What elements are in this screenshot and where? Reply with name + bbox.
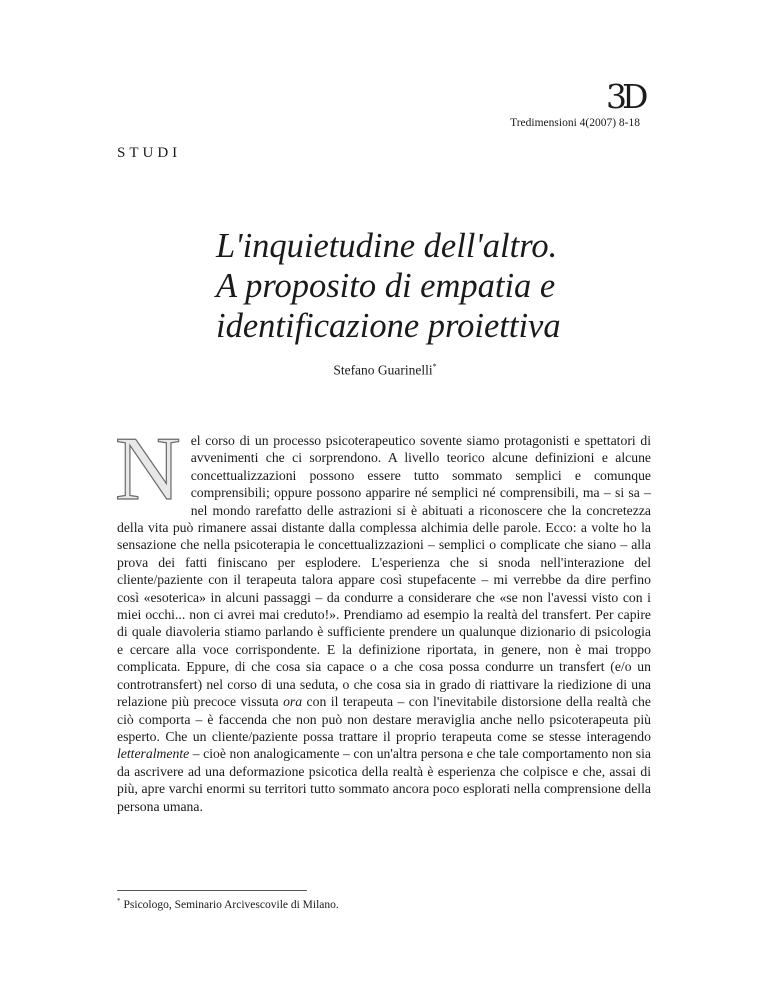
section-label: STUDI <box>117 145 182 161</box>
title-line: identificazione proiettiva <box>216 307 561 345</box>
body-text-segment: con il terapeuta – con l'inevitabile distorsione della realtà che ciò comporta – è faccenda che non può non destare meraviglia anche nello psicoterapeuta più esperto. Che un cliente/paziente possa trattare il proprio terapeuta come se stesse interagendo <box>117 694 651 744</box>
footnote-divider <box>117 890 307 891</box>
footnote-text: Psicologo, Seminario Arcivescovile di Milano. <box>123 898 339 911</box>
journal-reference: Tredimensioni 4(2007) 8-18 <box>510 117 640 129</box>
author-footnote-mark: * <box>432 362 437 371</box>
body-emphasis: letteralmente <box>117 746 190 762</box>
title-line: L'inquietudine dell'altro. <box>216 227 558 265</box>
body-paragraph <box>115 418 651 815</box>
drop-cap: N <box>115 418 181 519</box>
journal-logo: 3D <box>606 77 644 116</box>
article-title <box>216 226 656 346</box>
footnote-mark: * <box>117 897 121 905</box>
footnote <box>117 897 339 913</box>
title-line: A proposito di empatia e <box>216 267 556 305</box>
author-byline <box>200 362 570 379</box>
body-text-segment: el corso di un processo psicoterapeutico sovente siamo protagonisti e spettatori di avvenimenti che ci sorprendono. A livello teorico alcune definizioni e alcune concettualizzazioni possono essere tutto sommato semplici e comunque comprensibili; oppure possono apparire né semplici né comprensibili, ma – si sa – nel mondo rarefatto delle astrazioni si è abituati a riconoscere che la concretezza della vita può rimanere assai distante dalla complessa alchimia delle parole. Ecco: a volte ho la sensazione che nella psicoterapia le concettualizzazioni – semplici o complicate che siano – alla prova dei fatti finiscano per esplodere. L'esperienza che si snoda nell'interazione del cliente/paziente con il terapeuta talora appare così stupefacente – mi verrebbe da dire perfino così «esoterica» in alcuni passaggi – da condurre a considerare che «se non l'avessi visto con i miei occhi... non ci avrei mai creduto!». Prendiamo ad esempio la realtà del transfert. Per capire di quale diavoleria stiamo parlando è sufficiente prendere un qualunque dizionario di psicologia e cercare alla voce corrispondente. E la definizione riportata, in genere, non è mai troppo complicata. Eppure, di che cosa sia capace o a che cosa possa condurre un transfert (e/o un controtransfert) nel corso di una seduta, o che cosa sia in grado di riattivare la riedizione di una relazione più precoce vissuta <box>117 433 651 710</box>
body-text-segment: – cioè non analogicamente – con un'altra persona e che tale comportamento non sia da ascrivere ad una deformazione psicotica della realtà è esperienza che colpisce e che, assai di più, apre varchi enormi su territori tutto sommato ancora poco esplorati nella comprensione della persona umana. <box>117 746 651 814</box>
author-name: Stefano Guarinelli <box>333 362 433 378</box>
body-emphasis: ora <box>283 694 303 710</box>
